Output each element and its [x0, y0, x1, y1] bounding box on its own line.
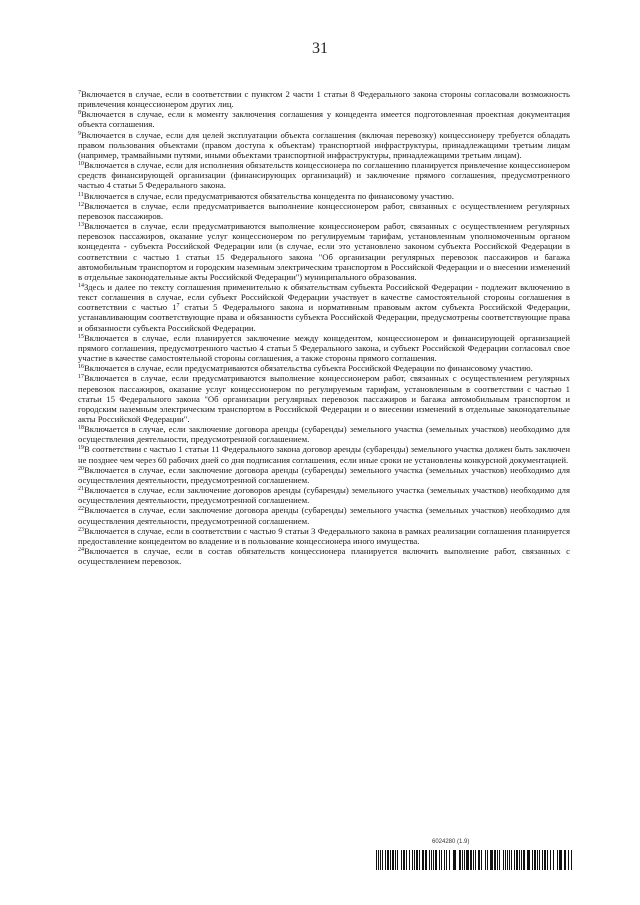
footnote-14: [78, 282, 570, 333]
barcode-bar: [527, 850, 530, 870]
footnote-text: Включается в случае, если предусматриваются выполнение концессионером работ, связанных с осуществлением регулярных перевозок пассажиров, оказание услуг концессионером по регулируемым тарифам, установленным в соответствии с частью 1 статьи 15 Федерального закона "Об организации регулярных перевозок пассажиров и багажа автомобильным транспортом и городским наземным электрическим транспортом в Российской Федерации и о внесении изменений в отдельные законодательные акты Российской Федерации".: [78, 373, 570, 424]
barcode-bar: [435, 850, 437, 870]
barcode-bar: [511, 850, 512, 870]
footnote-7: [78, 89, 570, 109]
barcode-bar: [509, 850, 510, 870]
footnote-23: [78, 526, 570, 546]
barcode-bar: [481, 850, 482, 870]
footnote-text: Включается в случае, если заключение договора аренды (субаренды) земельного участка (земельных участков) необходимо для осуществления деятельности, предусмотренной соглашением.: [78, 464, 570, 485]
footnote-number: 9: [78, 130, 81, 137]
footnote-17: [78, 373, 570, 424]
barcode-bar: [523, 850, 525, 870]
footnote-number: 15: [78, 333, 84, 340]
barcode-bar: [414, 850, 415, 870]
footnote-text: Здесь и далее по тексту соглашения применительно к обязательствам субъекта Российской Федерации - подлежит включению в текст соглашения в случае, если субъект Российской Федерации участвует в качестве самостоятельной стороны соглашения в соответствии с частью 1: [78, 281, 570, 313]
barcode-bar: [503, 850, 504, 870]
footnote-number: 14: [78, 282, 84, 289]
footnote-text: Включается в случае, если в состав обязательств концессионера планируется включить выполнение работ, связанных с осуществлением перевозок.: [78, 546, 570, 567]
barcode-bar: [505, 850, 506, 870]
barcode-bar: [553, 850, 554, 870]
barcode-bar: [422, 850, 424, 870]
barcode-bar: [507, 850, 508, 870]
barcode-bar: [514, 850, 515, 870]
barcode-bar: [419, 850, 420, 870]
barcode-bar: [449, 850, 450, 870]
barcode-bar: [453, 850, 456, 870]
barcode-bar: [385, 850, 386, 870]
barcode-bar: [416, 850, 418, 870]
footnote-text: Включается в случае, если планируется заключение между концедентом, концессионером и финансирующей организацией прямого соглашения, предусмотренного частью 4 статьи 5 Федерального закона, и субъект Российской Федерации согласовал свое участие в качестве самостоятельной стороны соглашения, а также стороны прямого соглашения.: [78, 332, 570, 364]
barcode-bar: [395, 850, 396, 870]
footnotes-block: [78, 89, 570, 566]
barcode-bar: [462, 850, 463, 870]
barcode-bar: [431, 850, 432, 870]
barcode-bar: [478, 850, 480, 870]
barcode-bar: [425, 850, 427, 870]
barcode-image: [376, 850, 572, 870]
footnote-number: 16: [78, 364, 84, 371]
footnote-13: [78, 221, 570, 282]
barcode-bar: [516, 850, 518, 870]
footnote-24: [78, 546, 570, 566]
footnote-number: 24: [78, 547, 84, 554]
barcode-bar: [412, 850, 413, 870]
barcode-bar: [494, 850, 496, 870]
footnote-11: [78, 191, 570, 201]
footnote-text: Включается в случае, если предусматривается выполнение концессионером работ, связанных с осуществлением регулярных перевозок пассажиров.: [78, 200, 570, 221]
barcode-bar: [403, 850, 405, 870]
footnote-number: 11: [78, 191, 84, 198]
footnote-number: 19: [78, 445, 84, 452]
footnote-21: [78, 485, 570, 505]
footnote-text: Включается в случае, если к моменту заключения соглашения у концедента имеется подготовленная проектная документация объекта соглашения.: [78, 109, 570, 130]
footnote-text: Включается в случае, если в соответствии с пунктом 2 части 1 статьи 8 Федерального закона стороны согласовали возможность привлечения концессионером других лиц.: [78, 89, 570, 110]
footnote-text: Включается в случае, если предусматриваются обязательства концедента по финансовому участию.: [83, 190, 454, 201]
barcode-bar: [564, 850, 566, 870]
barcode-bar: [444, 850, 445, 870]
footnote-9: [78, 130, 570, 160]
barcode-bar: [401, 850, 402, 870]
footnote-18: [78, 424, 570, 444]
barcode-bar: [550, 850, 551, 870]
barcode-bar: [429, 850, 430, 870]
barcode-bar: [521, 850, 522, 870]
footnote-text: Включается в случае, если для целей эксплуатации объекта соглашения (включая перевозку) концессионеру требуется обладать правом пользования объектами (правом доступа к объектам) транспортной инфраструктуры, принадлежащими третьим лицам (например, трамвайными путями, иными объектами транспортной инфраструктуры, принадлежащими третьим лицам).: [78, 129, 570, 160]
barcode-bar: [547, 850, 548, 870]
footnote-number: 10: [78, 161, 84, 168]
barcode-bar: [382, 850, 383, 870]
barcode-bar: [559, 850, 562, 870]
footnote-text: Включается в случае, если заключение договоров аренды (субаренды) земельного участка (земельных участков) необходимо для осуществления деятельности, предусмотренной соглашением.: [78, 485, 570, 506]
barcode-bar: [539, 850, 540, 870]
footnote-15: [78, 333, 570, 363]
footnote-number: 21: [78, 486, 84, 493]
barcode-bar: [378, 850, 379, 870]
page-number: 31: [312, 40, 328, 57]
barcode-bar: [439, 850, 440, 870]
barcode-bar: [542, 850, 543, 870]
barcode-bar: [409, 850, 410, 870]
footnote-number: 18: [78, 425, 84, 432]
barcode-bar: [433, 850, 434, 870]
barcode-bar: [534, 850, 536, 870]
barcode-bar: [568, 850, 569, 870]
footnote-number: 13: [78, 222, 84, 229]
barcode-caption: 6024280 (1.9): [432, 839, 470, 845]
barcode-bar: [544, 850, 546, 870]
footnote-text: Включается в случае, если предусматриваются выполнение концессионером работ, связанных с осуществлением регулярных перевозок пассажиров, оказание услуг концессионером по регулируемым тарифам, установленным уполномоченным органом концедента - субъекта Российской Федерации или (в случае, если это установлено законом субъекта Российской Федерации в соответствии с частью 1 статьи 15 Федерального закона "Об организации регулярных перевозок пассажиров и багажа автомобильным транспортом и городским наземным электрическим транспортом в Российской Федерации и о внесении изменений в отдельные законодательные акты Российской Федерации") муниципального образования.: [78, 221, 570, 282]
footnote-text: Включается в случае, если заключение договора аренды (субаренды) земельного участка (земельных участков) необходимо для осуществления деятельности, предусмотренной соглашением.: [78, 505, 570, 526]
footnote-19: [78, 444, 570, 464]
footnote-number: 17: [78, 374, 84, 381]
footnote-text-continued: статьи 5 Федерального закона и нормативным правовым актом субъекта Российской Федерации, устанавливающим соответствующие права и обязанности субъекта Российской Федерации, предусмотрены соответствующие права и обязанности субъекта Российской Федерации.: [78, 302, 570, 333]
footnote-number: 7: [78, 90, 81, 96]
barcode-bar: [532, 850, 533, 870]
barcode-bar: [490, 850, 493, 870]
barcode-bar: [557, 850, 558, 870]
barcode-bar: [387, 850, 389, 870]
footnote-number: 23: [78, 526, 84, 533]
barcode-bar: [519, 850, 520, 870]
footnote-10: [78, 160, 570, 190]
footnote-text: Включается в случае, если заключение договора аренды (субаренды) земельного участка (земельных участков) необходимо для осуществления деятельности, предусмотренной соглашением.: [78, 424, 570, 445]
footnote-16: [78, 363, 570, 373]
footnote-8: [78, 109, 570, 129]
footnote-22: [78, 505, 570, 525]
barcode-bar: [380, 850, 381, 870]
barcode-bar: [485, 850, 486, 870]
barcode-bar: [446, 850, 447, 870]
footnote-inline-reference: 7: [176, 303, 180, 310]
footnote-text: Включается в случае, если предусматриваются обязательства субъекта Российской Федерации по финансовому участию.: [84, 363, 533, 374]
footnote-text: Включается в случае, если в соответствии с частью 9 статьи 3 Федерального закона в рамках реализации соглашения планируется предоставление концедентом во владение и в пользование концессионера иного имущества.: [78, 525, 570, 546]
barcode-bar: [470, 850, 472, 870]
footnote-text: В соответствии с частью 1 статьи 11 Федерального закона договор аренды (субаренды) земельного участка должен быть заключен не позднее чем через 60 рабочих дней со дня подписания соглашения, если иные сроки не установлены конкурсной документацией.: [78, 444, 570, 465]
barcode-bar: [392, 850, 394, 870]
barcode-bar: [459, 850, 461, 870]
barcode-bar: [537, 850, 538, 870]
barcode-bar: [487, 850, 488, 870]
barcode-bar: [390, 850, 391, 870]
footnote-number: 8: [78, 110, 81, 117]
footnote-number: 20: [78, 465, 84, 472]
barcode-bar: [397, 850, 398, 870]
barcode-bar: [571, 850, 572, 870]
barcode-bar: [464, 850, 465, 870]
footnote-12: [78, 201, 570, 221]
barcode-bar: [497, 850, 498, 870]
barcode-bar: [376, 850, 377, 870]
footnote-text: Включается в случае, если для исполнения обязательств концессионера по соглашению планируется привлечение концессионером средств финансирующей организации (финансирующих организаций) и заключение прямого соглашения, предусмотренного частью 4 статьи 5 Федерального закона.: [78, 160, 570, 191]
barcode-bar: [406, 850, 407, 870]
barcode-bar: [441, 850, 442, 870]
barcode-bar: [466, 850, 469, 870]
footnote-number: 12: [78, 201, 84, 208]
barcode-bar: [473, 850, 474, 870]
barcode-bar: [475, 850, 476, 870]
barcode-bar: [499, 850, 500, 870]
footnote-number: 22: [78, 506, 84, 513]
footnote-20: [78, 465, 570, 485]
